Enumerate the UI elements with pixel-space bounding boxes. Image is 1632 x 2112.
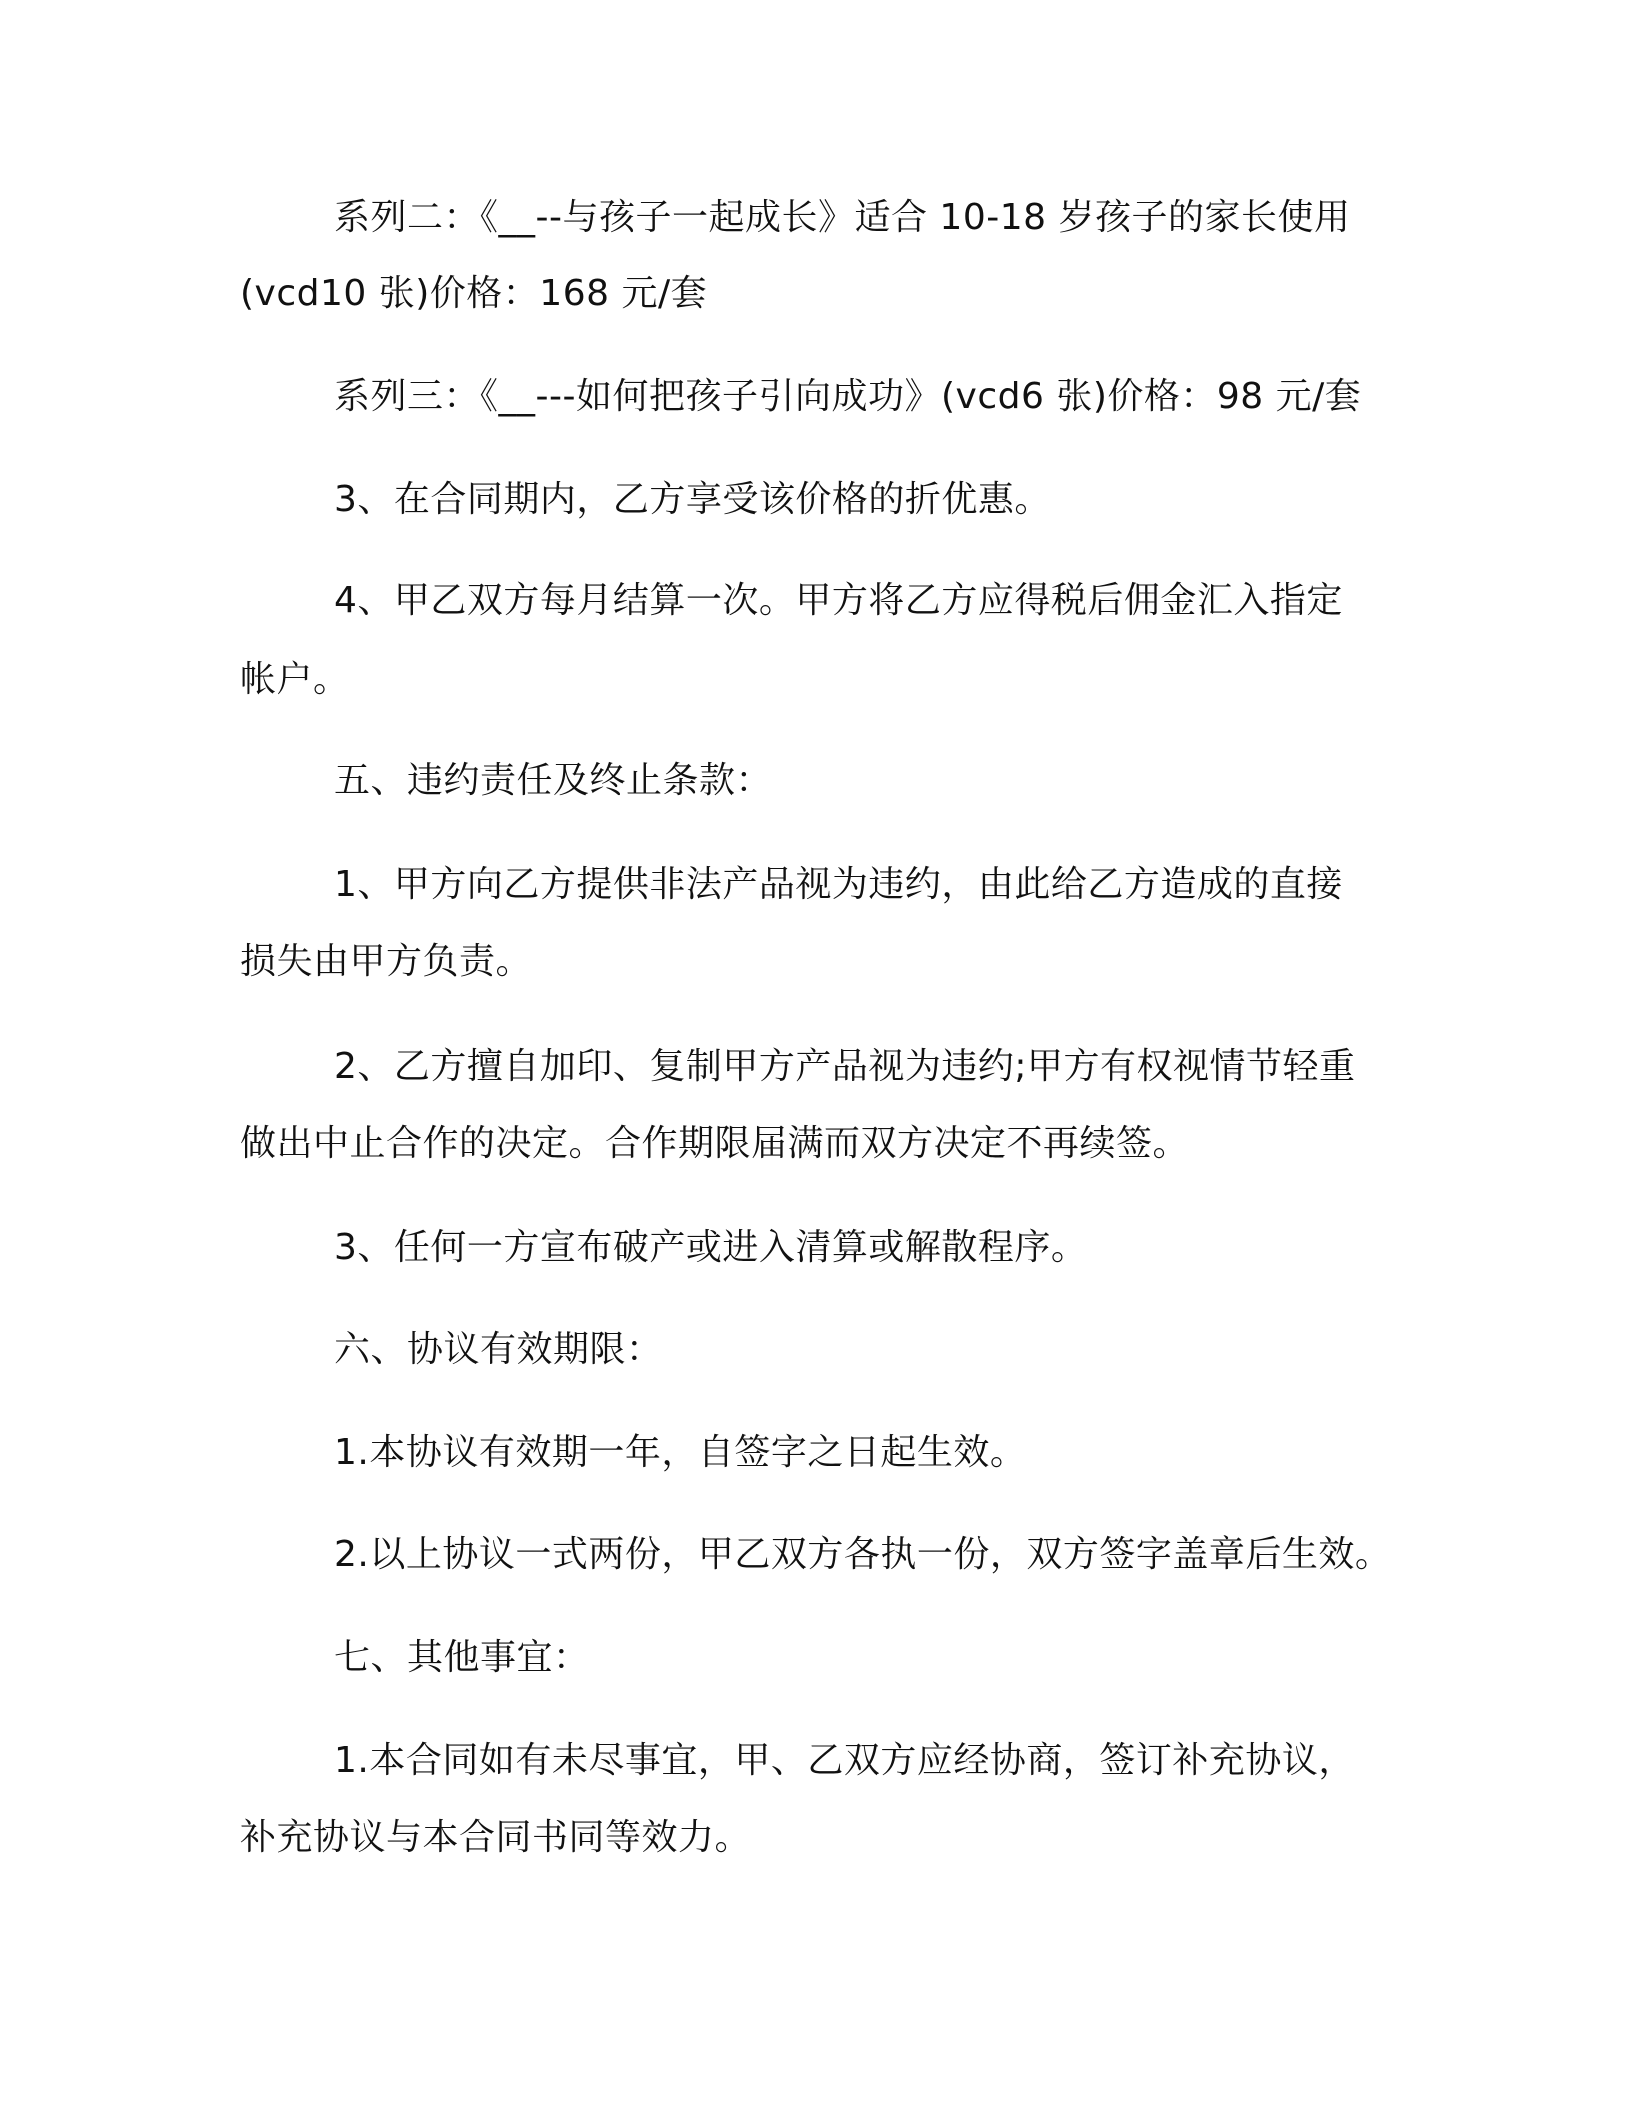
paragraph-clause-4-line-2: 帐户。 bbox=[240, 659, 350, 700]
section-heading-five: 五、违约责任及终止条款： bbox=[334, 760, 773, 801]
paragraph-breach-2-line-1: 2、乙方擅自加印、复制甲方产品视为违约;甲方有权视情节轻重 bbox=[334, 1046, 1356, 1087]
paragraph-series-two-line-2: (vcd10 张)价格：168 元/套 bbox=[240, 273, 708, 314]
paragraph-validity-2: 2.以上协议一式两份，甲乙双方各执一份，双方签字盖章后生效。 bbox=[334, 1534, 1392, 1575]
paragraph-breach-1-line-1: 1、甲方向乙方提供非法产品视为违约，由此给乙方造成的直接 bbox=[334, 864, 1343, 905]
paragraph-breach-2-line-2: 做出中止合作的决定。合作期限届满而双方决定不再续签。 bbox=[240, 1123, 1190, 1164]
section-heading-seven: 七、其他事宜： bbox=[334, 1637, 590, 1678]
paragraph-clause-4-line-1: 4、甲乙双方每月结算一次。甲方将乙方应得税后佣金汇入指定 bbox=[334, 580, 1343, 621]
paragraph-breach-1-line-2: 损失由甲方负责。 bbox=[240, 941, 533, 982]
paragraph-series-three: 系列三：《__---如何把孩子引向成功》(vcd6 张)价格：98 元/套 bbox=[334, 376, 1362, 417]
section-heading-six: 六、协议有效期限： bbox=[334, 1329, 663, 1370]
paragraph-other-1-line-2: 补充协议与本合同书同等效力。 bbox=[240, 1817, 752, 1858]
paragraph-clause-3-discount: 3、在合同期内，乙方享受该价格的折优惠。 bbox=[334, 479, 1051, 520]
paragraph-other-1-line-1: 1.本合同如有未尽事宜，甲、乙双方应经协商，签订补充协议， bbox=[334, 1740, 1355, 1781]
paragraph-series-two-line-1: 系列二：《__--与孩子一起成长》适合 10-18 岁孩子的家长使用 bbox=[334, 197, 1351, 238]
paragraph-validity-1: 1.本协议有效期一年，自签字之日起生效。 bbox=[334, 1432, 1027, 1473]
paragraph-breach-3: 3、任何一方宣布破产或进入清算或解散程序。 bbox=[334, 1227, 1088, 1268]
